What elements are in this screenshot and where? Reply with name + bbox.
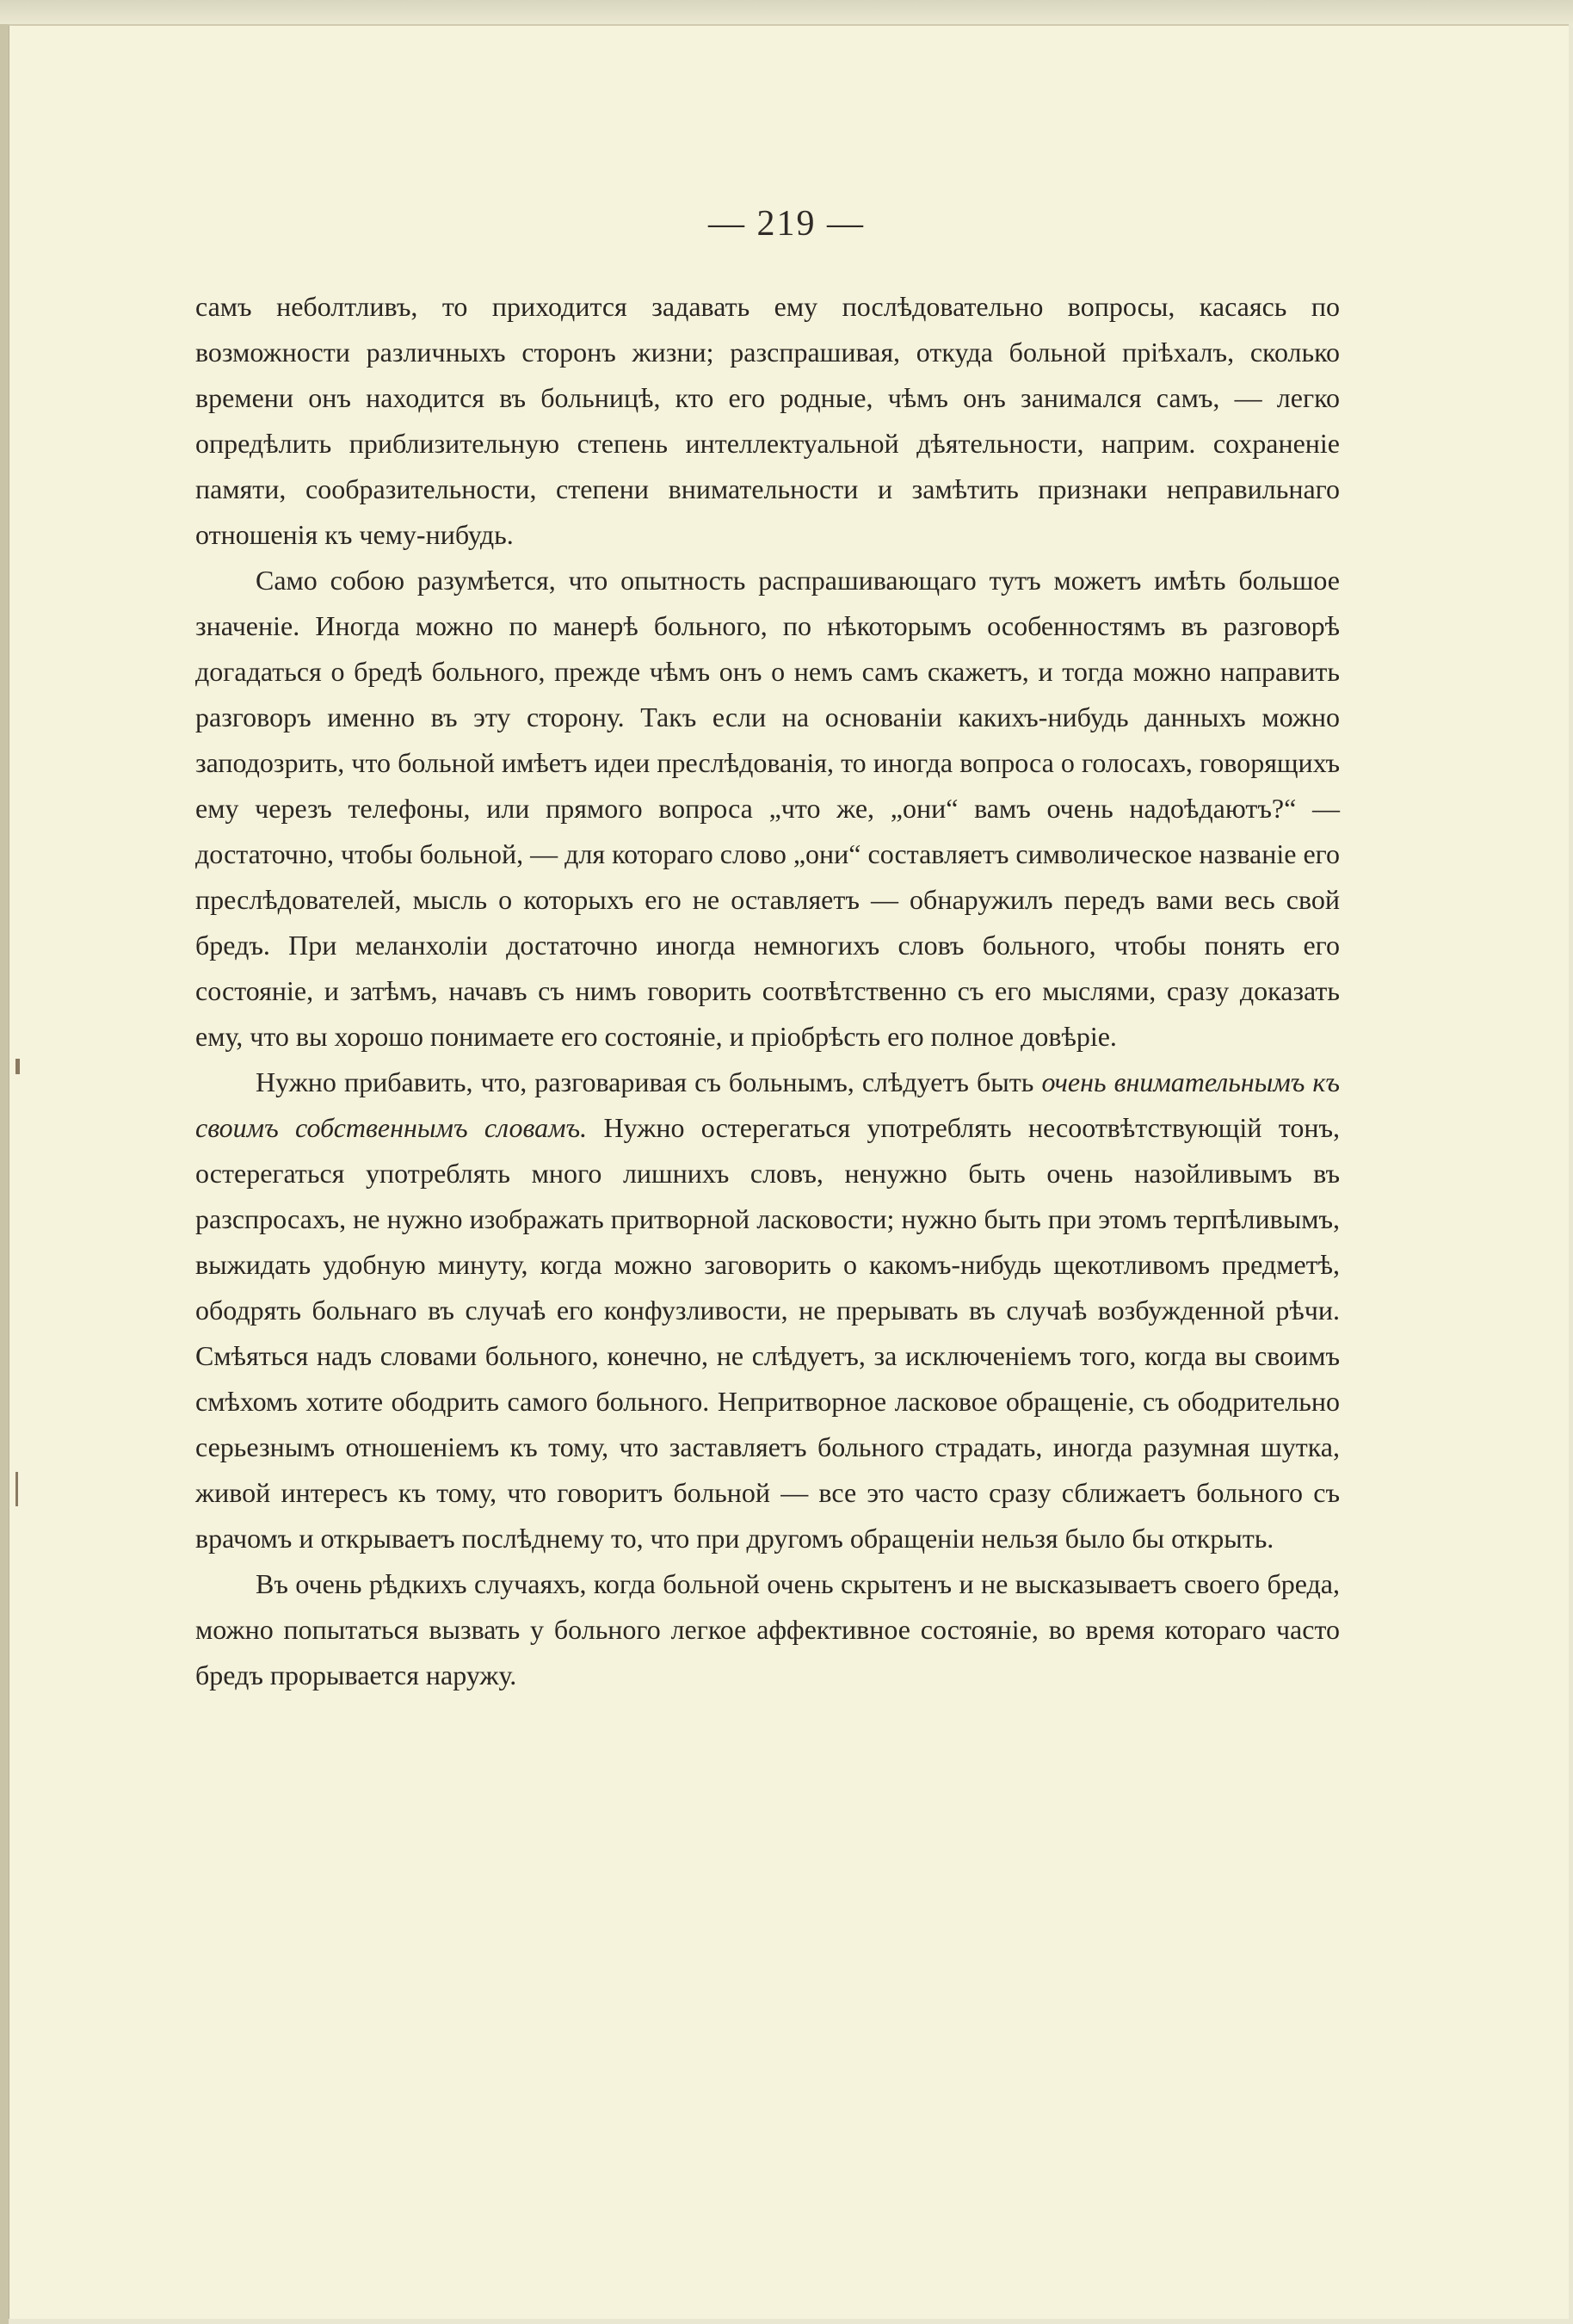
paragraph-1: самъ неболтливъ, то приходится задавать ему послѣдовательно вопросы, касаясь по возможности различныхъ сторонъ жизни; разспрашивая, откуда больной пріѣхалъ, сколько времени онъ находится въ больницѣ, кто его родные, чѣмъ онъ занимался самъ, — легко опредѣлить приблизительную степень интеллектуальной дѣятельности, наприм. сохраненіе памяти, сообразительности, степени внимательности и замѣтить признаки неправильнаго отношенія къ чему-нибудь. xyxy=(195,291,1340,550)
paragraph-3-start: Нужно прибавить, что, разговаривая съ больнымъ, слѣдуетъ быть xyxy=(256,1066,1042,1097)
page-number: — 219 — xyxy=(708,204,865,244)
margin-mark xyxy=(15,1472,18,1506)
margin-mark xyxy=(15,1059,20,1074)
scan-left-edge xyxy=(0,24,9,2324)
paragraph-4: Въ очень рѣдкихъ случаяхъ, когда больной очень скрытенъ и не высказываетъ своего бреда, можно попытаться вызвать у больного легкое аффективное состояніе, во время котораго часто бредъ прорывается наружу. xyxy=(195,1568,1340,1690)
paragraph-3 xyxy=(195,1060,1340,1561)
paragraph-2: Само собою разумѣется, что опытность распрашивающаго тутъ можетъ имѣть большое значеніе. Иногда можно по манерѣ больного, по нѣкоторымъ особенностямъ въ разговорѣ догадаться о бредѣ больного, прежде чѣмъ онъ о немъ самъ скажетъ, и тогда можно направить разговоръ именно въ эту сторону. Такъ если на основаніи какихъ-нибудь данныхъ можно заподозрить, что больной имѣетъ идеи преслѣдованія, то иногда вопроса о голосахъ, говорящихъ ему черезъ телефоны, или прямого вопроса „что же, „они“ вамъ очень надоѣдаютъ?“ — достаточно, чтобы больной, — для котораго слово „они“ составляетъ символическое названіе его преслѣдователей, мысль о которыхъ его не оставляетъ — обнаружилъ передъ вами весь свой бредъ. При меланхоліи достаточно иногда немногихъ словъ больного, чтобы понять его состояніе, и затѣмъ, начавъ съ нимъ говорить соотвѣтственно съ его мыслями, сразу доказать ему, что вы хорошо понимаете его состояніе, и пріобрѣсть его полное довѣріе. xyxy=(195,565,1340,1052)
paragraph-3-rest: Нужно остерегаться употреблять несоотвѣтствующій тонъ, остерегаться употреблять много лишнихъ словъ, ненужно быть очень назойливымъ въ разспросахъ, не нужно изображать притворной ласковости; нужно быть при этомъ терпѣливымъ, выжидать удобную минуту, когда можно заговорить о какомъ-нибудь щекотливомъ предметѣ, ободрять больнаго въ случаѣ его конфузливости, не прерывать въ случаѣ возбужденной рѣчи. Смѣяться надъ словами больного, конечно, не слѣдуетъ, за исключеніемъ того, когда вы своимъ смѣхомъ хотите ободрить самого больного. Непритворное ласковое обращеніе, съ ободрительно серьезнымъ отношеніемъ къ тому, что заставляетъ больного страдать, иногда разумная шутка, живой интересъ къ тому, что говоритъ больной — все это часто сразу сближаетъ больного съ врачомъ и открываетъ послѣднему то, что при другомъ обращеніи нельзя было бы открыть. xyxy=(195,1112,1341,1554)
body-text xyxy=(195,284,1340,1698)
scan-top-edge xyxy=(0,0,1573,26)
emphasized-phrase: очень внимательнымъ къ своимъ собственнымъ словамъ. xyxy=(195,1066,1341,1143)
